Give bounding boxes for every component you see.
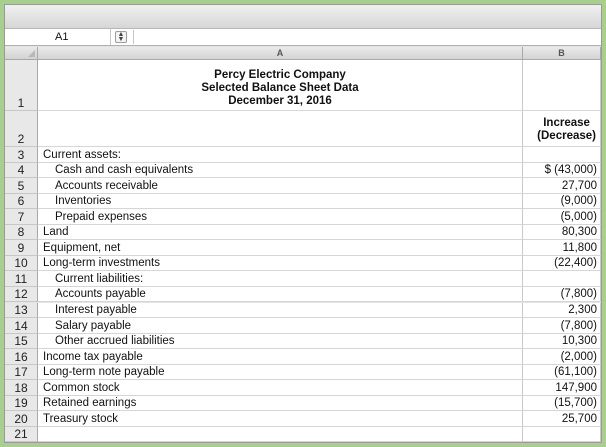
cell-a10[interactable] <box>38 256 523 272</box>
row-header[interactable] <box>5 60 38 111</box>
column-header-a[interactable]: A <box>38 47 523 60</box>
cell-b21[interactable] <box>523 427 601 443</box>
cell-b2[interactable] <box>523 111 601 147</box>
column-b-header-block <box>537 117 596 143</box>
report-title-block <box>38 69 522 108</box>
row-header[interactable] <box>5 365 38 381</box>
row-number: 1 <box>17 96 25 110</box>
name-box[interactable] <box>5 29 111 45</box>
cell-b11[interactable] <box>523 271 601 287</box>
line-item-value: $ (43,000) <box>544 164 597 177</box>
cell-b5[interactable] <box>523 178 601 194</box>
cell-a8[interactable] <box>38 225 523 241</box>
cell-a14[interactable] <box>38 318 523 334</box>
column-headers <box>5 47 601 60</box>
cell-b4[interactable] <box>523 163 601 179</box>
cell-a6[interactable] <box>38 194 523 210</box>
decrease-label: (Decrease) <box>537 130 596 142</box>
line-item-label: Interest payable <box>55 304 137 317</box>
select-all-triangle-icon <box>28 50 35 57</box>
row-number: 15 <box>14 334 28 349</box>
report-company-name: Percy Electric Company <box>214 69 346 81</box>
line-item-value: (7,800) <box>560 319 597 332</box>
line-item-label: Current liabilities: <box>55 272 144 285</box>
row-number: 19 <box>14 396 28 411</box>
line-item-label: Current assets: <box>43 148 121 161</box>
line-item-label: Equipment, net <box>43 241 121 254</box>
line-item-value: 147,900 <box>555 381 597 394</box>
line-item-value: 10,300 <box>561 335 597 348</box>
cell-b18[interactable] <box>523 380 601 396</box>
row-header[interactable] <box>5 111 38 147</box>
cell-a5[interactable] <box>38 178 523 194</box>
spreadsheet-window <box>4 4 602 443</box>
row-header[interactable] <box>5 209 38 225</box>
line-item-label: Long-term note payable <box>43 366 165 379</box>
formula-separator <box>133 30 134 44</box>
row-header[interactable] <box>5 147 38 163</box>
line-item-value: (15,700) <box>554 397 597 410</box>
row-number: 18 <box>14 380 28 395</box>
cell-b13[interactable] <box>523 303 601 319</box>
cell-b1[interactable] <box>523 60 601 111</box>
report-date: December 31, 2016 <box>228 95 332 107</box>
line-item-value: (61,100) <box>554 366 597 379</box>
line-item-label: Other accrued liabilities <box>55 335 175 348</box>
row-header[interactable] <box>5 163 38 179</box>
line-item-label: Salary payable <box>55 319 132 332</box>
row-number: 8 <box>17 225 25 240</box>
cell-a11[interactable] <box>38 271 523 287</box>
row-number: 4 <box>17 163 25 178</box>
line-item-value: (2,000) <box>560 350 597 363</box>
line-item-value: 27,700 <box>561 179 597 192</box>
row-number: 2 <box>17 132 25 146</box>
line-item-label: Inventories <box>55 195 112 208</box>
cell-b6[interactable] <box>523 194 601 210</box>
row-header[interactable] <box>5 380 38 396</box>
row-number: 21 <box>14 427 28 442</box>
cell-a17[interactable] <box>38 365 523 381</box>
cell-b3[interactable] <box>523 147 601 163</box>
cell-b8[interactable] <box>523 225 601 241</box>
line-item-label: Accounts receivable <box>55 179 158 192</box>
row-header[interactable] <box>5 178 38 194</box>
column-header-b[interactable]: B <box>523 47 601 60</box>
line-item-label: Land <box>43 226 69 239</box>
cell-b14[interactable] <box>523 318 601 334</box>
line-item-label: Prepaid expenses <box>55 210 148 223</box>
line-item-value: 25,700 <box>561 412 597 425</box>
cell-a9[interactable] <box>38 240 523 256</box>
row-header[interactable] <box>5 225 38 241</box>
cell-a2[interactable] <box>38 111 523 147</box>
cell-a16[interactable] <box>38 349 523 365</box>
cell-b12[interactable] <box>523 287 601 303</box>
line-item-label: Cash and cash equivalents <box>55 164 194 177</box>
row-header[interactable] <box>5 240 38 256</box>
row-number: 7 <box>17 209 25 224</box>
cell-a12[interactable] <box>38 287 523 303</box>
cell-a18[interactable] <box>38 380 523 396</box>
increase-label: Increase <box>543 117 590 129</box>
line-item-value: (9,000) <box>560 195 597 208</box>
line-item-value: 80,300 <box>561 226 597 239</box>
row-number: 20 <box>14 411 28 426</box>
row-header[interactable] <box>5 427 38 443</box>
row-number: 12 <box>14 287 28 302</box>
row-header[interactable] <box>5 318 38 334</box>
row-header[interactable] <box>5 271 38 287</box>
row-number: 9 <box>17 240 25 255</box>
line-item-label: Common stock <box>43 381 120 394</box>
line-item-label: Accounts payable <box>55 288 146 301</box>
row-number: 11 <box>14 271 28 286</box>
cell-a21[interactable] <box>38 427 523 443</box>
name-box-value: A1 <box>55 31 69 43</box>
cell-b17[interactable] <box>523 365 601 381</box>
row-header[interactable] <box>5 411 38 427</box>
line-item-value: 11,800 <box>562 241 597 254</box>
cell-b7[interactable] <box>523 209 601 225</box>
cell-b15[interactable] <box>523 334 601 350</box>
row-header[interactable] <box>5 349 38 365</box>
line-item-value: 2,300 <box>568 304 597 317</box>
cell-b20[interactable] <box>523 411 601 427</box>
line-item-label: Income tax payable <box>43 350 143 363</box>
cell-a1[interactable] <box>38 60 523 111</box>
row-header[interactable] <box>5 396 38 412</box>
toolbar <box>5 5 601 29</box>
cell-b9[interactable] <box>523 240 601 256</box>
row-number: 16 <box>14 349 28 364</box>
row-header[interactable] <box>5 334 38 350</box>
cell-b16[interactable] <box>523 349 601 365</box>
row-header[interactable] <box>5 287 38 303</box>
cell-a20[interactable] <box>38 411 523 427</box>
line-item-label: Treasury stock <box>43 412 118 425</box>
cell-b19[interactable] <box>523 396 601 412</box>
formula-bar <box>5 29 601 46</box>
cell-a15[interactable] <box>38 334 523 350</box>
row-header[interactable] <box>5 256 38 272</box>
row-number: 6 <box>17 194 25 209</box>
stepper-icon[interactable]: ▲ ▼ <box>115 31 127 43</box>
cell-a4[interactable] <box>38 163 523 179</box>
cell-b10[interactable] <box>523 256 601 272</box>
cell-a19[interactable] <box>38 396 523 412</box>
line-item-value: (5,000) <box>560 210 597 223</box>
line-item-value: (7,800) <box>560 288 597 301</box>
cell-a7[interactable] <box>38 209 523 225</box>
row-number: 14 <box>14 318 28 333</box>
line-item-label: Retained earnings <box>43 397 137 410</box>
line-item-value: (22,400) <box>554 257 597 270</box>
row-number: 10 <box>14 256 28 271</box>
row-number: 17 <box>14 365 28 380</box>
cell-a3[interactable] <box>38 147 523 163</box>
row-number: 3 <box>17 147 25 162</box>
row-header[interactable] <box>5 303 38 319</box>
row-header[interactable] <box>5 194 38 210</box>
report-subtitle: Selected Balance Sheet Data <box>201 82 359 94</box>
line-item-label: Long-term investments <box>43 257 160 270</box>
row-number: 13 <box>14 303 28 318</box>
select-all-corner[interactable] <box>5 47 38 60</box>
row-number: 5 <box>17 178 25 193</box>
cell-a13[interactable] <box>38 303 523 319</box>
